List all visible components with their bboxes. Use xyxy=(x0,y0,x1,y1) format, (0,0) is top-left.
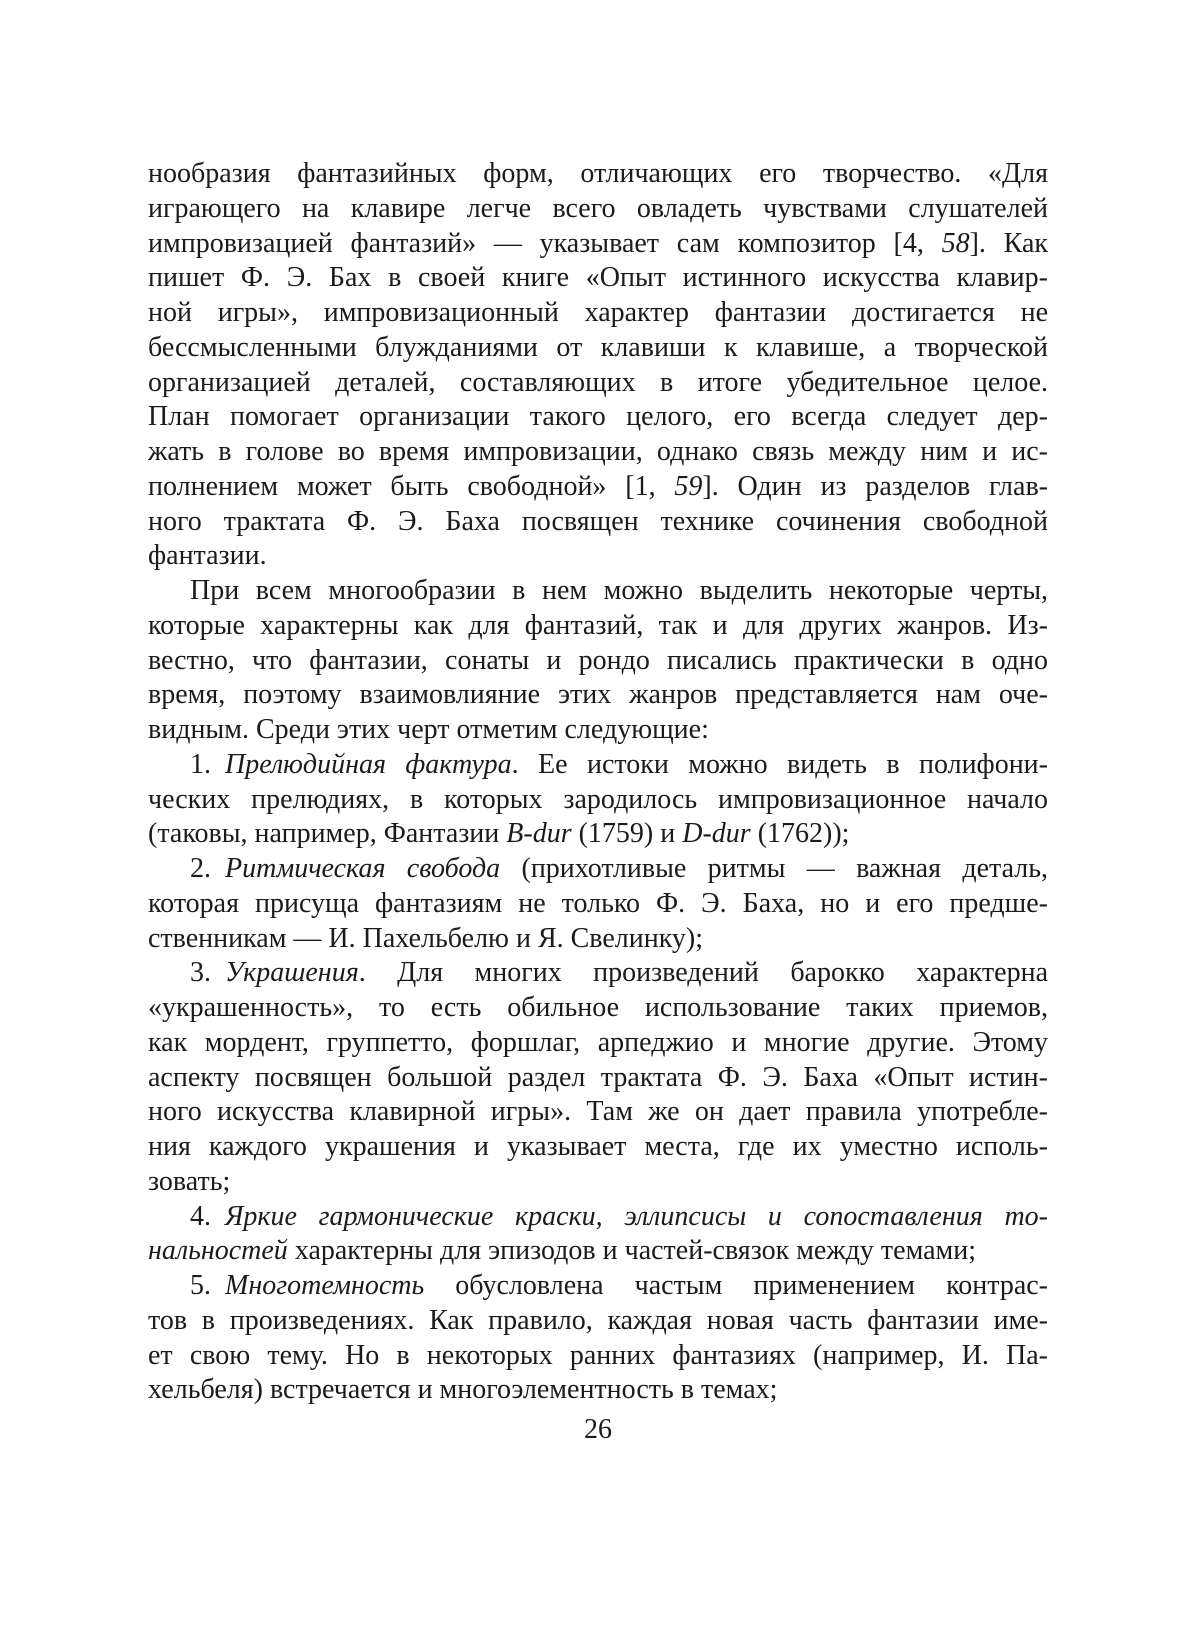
text-segment: аспекту посвящен большой раздел трактата Ф. Э. Баха «Опыт истин- xyxy=(148,1061,1048,1093)
text-segment: обусловлена частым применением контрас- xyxy=(424,1270,1048,1301)
text-line xyxy=(148,435,1048,470)
text-line xyxy=(148,678,1048,713)
italic-text-segment: нальностей xyxy=(148,1235,288,1267)
text-segment: полнением может быть свободной» [1, xyxy=(148,470,675,502)
text-segment: пишет Ф. Э. Бах в своей книге «Опыт истинного искусства клавир- xyxy=(148,262,1048,294)
text-segment: импровизацией фантазий» — указывает сам композитор [4, xyxy=(148,227,942,259)
text-line xyxy=(148,227,1048,262)
text-segment: играющего на клавире легче всего овладеть чувствами слушателей xyxy=(148,192,1048,224)
text-segment: ной игры», импровизационный характер фантазии достигается не xyxy=(148,297,1048,328)
text-segment: При всем многообразии в нем можно выделить некоторые черты, xyxy=(190,575,1048,606)
text-segment: «украшенность», то есть обильное использование таких приемов, xyxy=(148,992,1048,1023)
text-line xyxy=(148,1373,1048,1408)
italic-text-segment: Прелюдийная фактура xyxy=(225,748,512,780)
italic-text-segment: Украшения xyxy=(225,957,359,989)
text-segment: вестно, что фантазии, сонаты и рондо писались практически в одно xyxy=(148,644,1048,676)
text-line xyxy=(148,1339,1048,1374)
text-segment: видным. Среди этих черт отметим следующие: xyxy=(148,714,709,745)
text-line xyxy=(148,1165,1048,1200)
text-segment: План помогает организации такого целого, его всегда следует дер- xyxy=(148,401,1048,433)
text-segment: 1. xyxy=(190,748,225,780)
text-line xyxy=(148,574,1048,609)
text-line xyxy=(148,922,1048,957)
text-segment: ]. Как xyxy=(969,227,1048,259)
text-line xyxy=(148,539,1048,574)
text-segment: характерны для эпизодов и частей-связок между темами; xyxy=(287,1235,977,1267)
text-segment: хельбеля) встречается и многоэлементность в темах; xyxy=(148,1374,778,1406)
italic-text-segment: 59 xyxy=(674,470,703,502)
text-segment: ного искусства клавирной игры». Там же он дает правила употребле- xyxy=(148,1096,1048,1128)
text-line xyxy=(148,609,1048,644)
text-line xyxy=(148,157,1048,192)
text-segment: (1762)); xyxy=(750,818,850,850)
text-segment: фантазии. xyxy=(148,540,267,572)
text-segment: организацией деталей, составляющих в итоге убедительное целое. xyxy=(148,366,1048,398)
text-segment: 4. xyxy=(190,1200,225,1232)
text-segment: (прихотливые ритмы — важная деталь, xyxy=(500,853,1048,884)
text-segment: нообразия фантазийных форм, отличающих его творчество. «Для xyxy=(148,158,1048,189)
italic-text-segment: Яркие гармонические краски, эллипсисы и сопоставления то- xyxy=(225,1200,1048,1232)
text-segment: как мордент, группетто, форшлаг, арпеджио и многие другие. Этому xyxy=(148,1026,1048,1058)
text-segment: . Для многих произведений барокко характерна xyxy=(358,957,1048,989)
text-segment: ет свою тему. Но в некоторых ранних фантазиях (например, И. Па- xyxy=(148,1339,1048,1371)
text-segment: время, поэтому взаимовлияние этих жанров представляется нам оче- xyxy=(148,679,1048,711)
text-segment: 2. xyxy=(190,853,225,884)
text-line xyxy=(148,817,1048,852)
text-line xyxy=(148,1061,1048,1096)
text-block xyxy=(148,157,1048,1408)
text-line xyxy=(148,1130,1048,1165)
text-segment: тов в произведениях. Как правило, каждая новая часть фантазии име- xyxy=(148,1304,1048,1336)
text-segment: ного трактата Ф. Э. Баха посвящен технике сочинения свободной xyxy=(148,505,1048,537)
text-segment: которые характерны как для фантазий, так и для других жанров. Из- xyxy=(148,609,1048,641)
text-line xyxy=(148,400,1048,435)
italic-text-segment: B-dur xyxy=(506,818,572,850)
text-segment: ]. Один из разделов глав- xyxy=(702,470,1048,502)
text-segment: зовать; xyxy=(148,1165,231,1197)
text-line xyxy=(148,296,1048,331)
text-line xyxy=(148,1200,1048,1235)
text-segment: 3. xyxy=(190,957,225,989)
italic-text-segment: Ритмическая свобода xyxy=(225,853,501,884)
text-line xyxy=(148,470,1048,505)
text-line xyxy=(148,1269,1048,1304)
text-line xyxy=(148,261,1048,296)
text-segment: . Ее истоки можно видеть в полифони- xyxy=(511,748,1048,780)
text-line xyxy=(148,1095,1048,1130)
text-line xyxy=(148,644,1048,679)
italic-text-segment: D-dur xyxy=(682,818,751,850)
text-line xyxy=(148,887,1048,922)
text-line xyxy=(148,956,1048,991)
text-line xyxy=(148,748,1048,783)
text-line xyxy=(148,852,1048,887)
text-segment: бессмысленными блужданиями от клавиши к клавише, а творческой xyxy=(148,331,1048,363)
text-segment: ния каждого украшения и указывает места, где их уместно исполь- xyxy=(148,1131,1048,1162)
text-segment: (1759) и xyxy=(571,818,683,850)
italic-text-segment: Многотемность xyxy=(225,1270,425,1301)
text-segment: (таковы, например, Фантазии xyxy=(148,818,507,850)
page-number: 26 xyxy=(584,1414,612,1445)
text-line xyxy=(148,1026,1048,1061)
text-segment: которая присуща фантазиям не только Ф. Э. Баха, но и его предше- xyxy=(148,887,1048,919)
text-segment: ческих прелюдиях, в которых зародилось импровизационное начало xyxy=(148,783,1048,815)
text-line xyxy=(148,783,1048,818)
text-line xyxy=(148,505,1048,540)
text-segment: жать в голове во время импровизации, однако связь между ним и ис- xyxy=(148,436,1048,467)
text-segment: ственникам — И. Пахельбелю и Я. Свелинку); xyxy=(148,922,704,954)
text-line xyxy=(148,366,1048,401)
italic-text-segment: 58 xyxy=(941,227,970,259)
text-line xyxy=(148,1234,1048,1269)
text-segment: 5. xyxy=(190,1270,225,1301)
text-line xyxy=(148,713,1048,748)
text-line xyxy=(148,331,1048,366)
text-line xyxy=(148,192,1048,227)
text-line xyxy=(148,1304,1048,1339)
text-line xyxy=(148,991,1048,1026)
